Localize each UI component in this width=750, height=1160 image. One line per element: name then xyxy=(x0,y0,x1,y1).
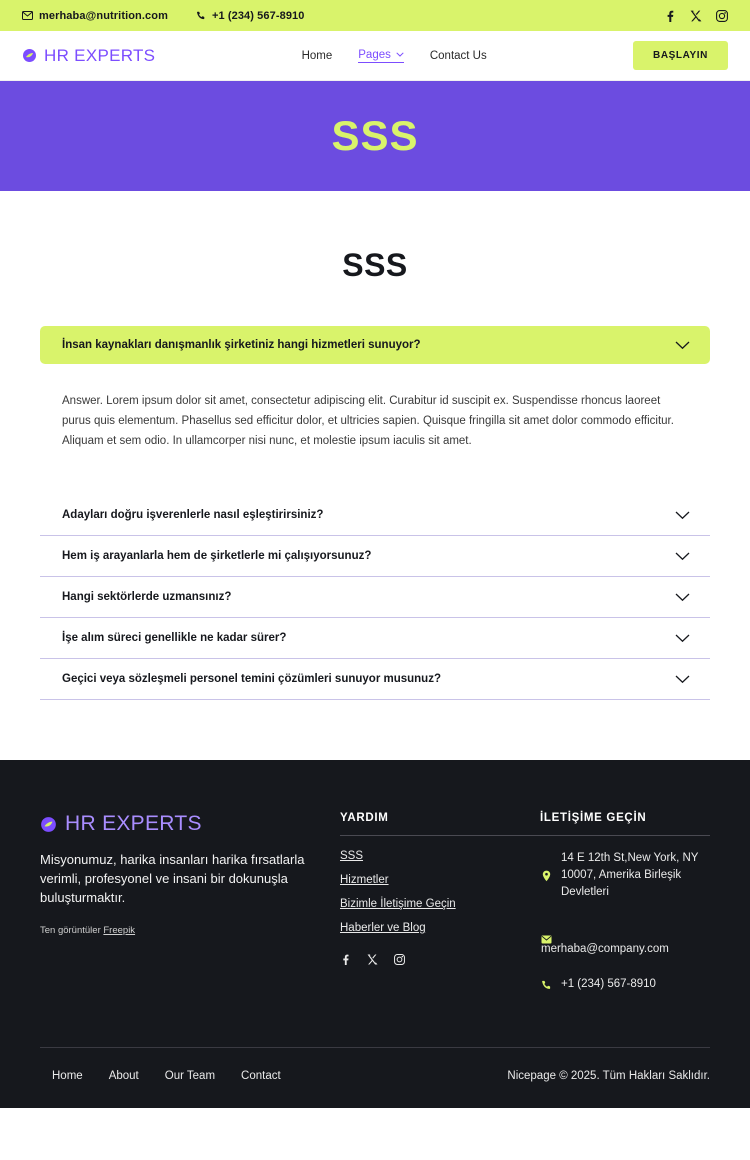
faq-item[interactable] xyxy=(40,659,710,700)
leaf-logo-icon xyxy=(22,48,37,63)
footer-phone-row[interactable] xyxy=(540,976,710,993)
site-header xyxy=(0,31,750,81)
footer-credit-prefix: Ten görüntüler xyxy=(40,925,104,936)
nav-item-pages[interactable] xyxy=(358,49,404,63)
get-started-button[interactable]: BAŞLAYIN xyxy=(633,41,728,70)
site-footer xyxy=(0,760,750,1108)
instagram-icon[interactable] xyxy=(394,954,405,965)
phone-icon xyxy=(196,11,206,21)
footer-copyright: Nicepage © 2025. Tüm Hakları Saklıdır. xyxy=(507,1070,710,1082)
hero-banner xyxy=(0,81,750,191)
freepik-link[interactable]: Freepik xyxy=(103,925,136,936)
footer-columns xyxy=(40,812,710,1011)
chevron-down-icon[interactable] xyxy=(675,593,690,602)
faq-question: Hem iş arayanlarla hem de şirketlerle mi çalışıyorsunuz? xyxy=(62,550,372,562)
facebook-icon[interactable] xyxy=(664,10,676,22)
footer-email: merhaba@company.com xyxy=(541,943,669,955)
footer-brand-name: HR EXPERTS xyxy=(65,812,202,835)
chevron-down-icon xyxy=(396,52,404,57)
footer-link-services[interactable]: Hizmetler xyxy=(340,874,389,886)
footer-link-news-blog[interactable]: Haberler ve Blog xyxy=(340,922,426,934)
faq-item[interactable] xyxy=(40,536,710,577)
faq-item-expanded[interactable] xyxy=(40,326,710,364)
faq-section xyxy=(0,191,750,760)
footer-bottom-link-our-team[interactable]: Our Team xyxy=(164,1070,216,1082)
facebook-icon[interactable] xyxy=(340,954,351,965)
topbar-phone[interactable] xyxy=(196,10,305,22)
footer-socials xyxy=(340,954,540,965)
footer-contact-heading: İLETİŞİME GEÇİN xyxy=(540,812,710,836)
footer-bottom-links xyxy=(40,1070,281,1082)
chevron-down-icon[interactable] xyxy=(675,341,690,350)
faq-heading: SSS xyxy=(342,247,408,283)
leaf-logo-icon xyxy=(40,816,57,833)
brand-logo[interactable] xyxy=(22,46,155,66)
faq-item[interactable] xyxy=(40,618,710,659)
chevron-down-icon[interactable] xyxy=(675,634,690,643)
footer-link-sss[interactable]: SSS xyxy=(340,850,364,862)
faq-answer-expanded: Answer. Lorem ipsum dolor sit amet, consectetur adipiscing elit. Curabitur id suscipit ex. Suspendisse rhoncus laoreet purus quis elementum. Phasellus sed efficitur dolor, et ultricies sapien. Quisque fringilla sit amet dolor commodo efficitur. Aliquam et sem odio. In ullamcorper nisi nunc, et molestie ipsum iaculis sit amet. xyxy=(62,395,674,447)
footer-address-row xyxy=(540,850,710,901)
footer-bottom xyxy=(40,1047,710,1108)
footer-bottom-link-about[interactable]: About xyxy=(108,1070,139,1082)
nav-item-contact-us[interactable] xyxy=(430,50,487,62)
main-nav xyxy=(155,49,633,63)
x-icon[interactable] xyxy=(367,954,378,965)
envelope-icon xyxy=(22,11,33,20)
footer-about xyxy=(40,812,340,1011)
chevron-down-icon[interactable] xyxy=(675,552,690,561)
topbar-email[interactable] xyxy=(22,10,168,22)
instagram-icon[interactable] xyxy=(716,10,728,22)
topbar-phone-text: +1 (234) 567-8910 xyxy=(211,9,305,22)
footer-help xyxy=(340,812,540,1011)
footer-bottom-link-home[interactable]: Home xyxy=(52,1070,83,1082)
footer-help-heading: YARDIM xyxy=(340,812,540,836)
phone-icon xyxy=(540,976,552,993)
chevron-down-icon[interactable] xyxy=(675,675,690,684)
faq-question: İşe alım süreci genellikle ne kadar sürer? xyxy=(62,632,287,644)
footer-bottom-link-contact[interactable]: Contact xyxy=(241,1070,281,1082)
brand-name: HR EXPERTS xyxy=(44,45,156,65)
location-pin-icon xyxy=(540,850,552,901)
footer-brand[interactable] xyxy=(40,812,310,836)
chevron-down-icon[interactable] xyxy=(675,511,690,520)
faq-question: Hangi sektörlerde uzmansınız? xyxy=(62,591,232,603)
footer-phone: +1 (234) 567-8910 xyxy=(561,978,656,990)
footer-credit xyxy=(40,925,310,936)
topbar-email-text: merhaba@nutrition.com xyxy=(39,9,168,22)
faq-question-expanded: İnsan kaynakları danışmanlık şirketiniz hangi hizmetleri sunuyor? xyxy=(62,339,421,351)
nav-item-home-label: Home xyxy=(301,49,333,62)
footer-contact xyxy=(540,812,710,1011)
faq-question: Geçici veya sözleşmeli personel temini çözümleri sunuyor musunuz? xyxy=(62,673,441,685)
footer-description: Misyonumuz, harika insanları harika fırsatlarla verimli, profesyonel ve insani bir dokunuşla buluşturmaktır. xyxy=(40,852,305,905)
nav-item-contact-us-label: Contact Us xyxy=(429,49,487,62)
footer-email-row[interactable] xyxy=(540,919,710,958)
top-bar xyxy=(0,0,750,31)
x-icon[interactable] xyxy=(690,10,702,22)
nav-item-home[interactable] xyxy=(302,50,333,62)
footer-link-contact[interactable]: Bizimle İletişime Geçin xyxy=(340,898,456,910)
faq-item[interactable] xyxy=(40,577,710,618)
topbar-socials xyxy=(664,10,728,22)
nav-item-pages-label: Pages xyxy=(358,48,391,61)
footer-address: 14 E 12th St,New York, NY 10007, Amerika Birleşik Devletleri xyxy=(561,852,699,898)
faq-item[interactable] xyxy=(40,495,710,536)
faq-list xyxy=(40,495,710,700)
page-title: SSS xyxy=(331,112,419,159)
faq-question: Adayları doğru işverenlerle nasıl eşleştirirsiniz? xyxy=(62,509,324,521)
